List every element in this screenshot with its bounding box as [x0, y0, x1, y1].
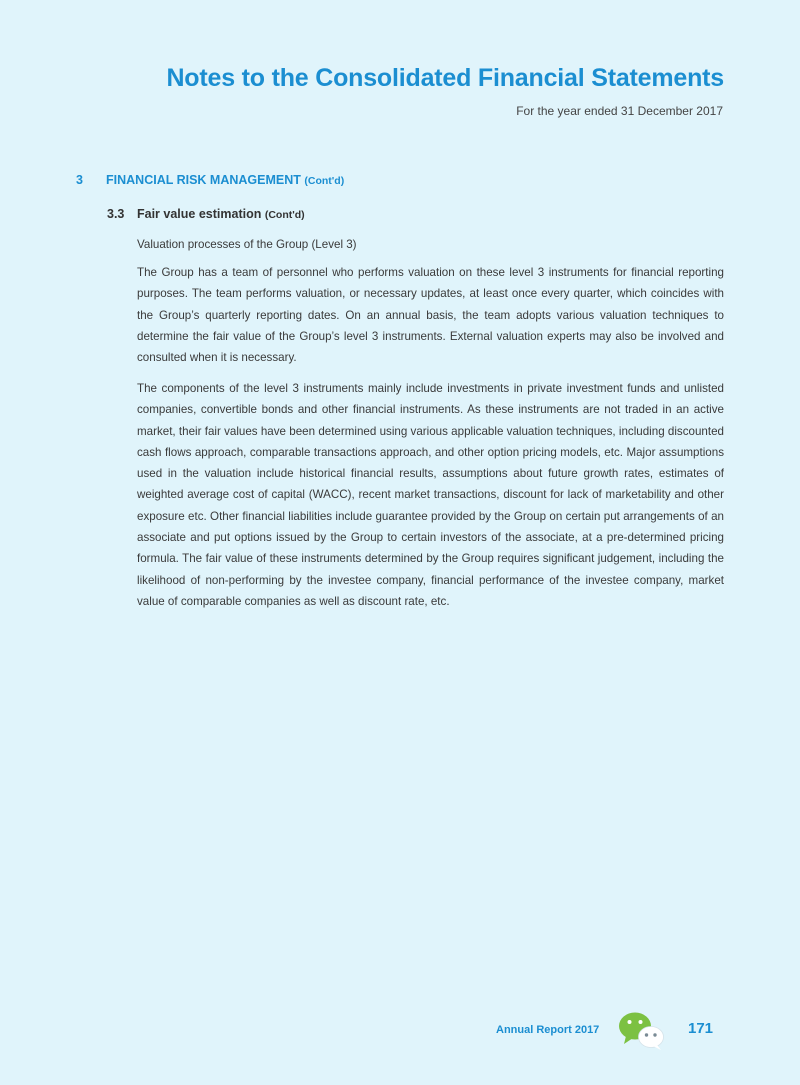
- paragraph: The components of the level 3 instruments mainly include investments in private investment funds and unlisted companies, convertible bonds and other financial instruments. As these instruments are not traded in an active market, their fair values have been determined using various applicable valuation techniques, including discounted cash flows approach, comparable transactions approach, and other option pricing models, etc. Major assumptions used in the valuation include historical financial results, assumptions about future growth rates, estimates of weighted average cost of capital (WACC), recent market transactions, discount for lack of marketability and other exposure etc. Other financial liabilities include guarantee provided by the Group on certain put arrangements of an associate and put options issued by the Group to certain investors of the associate, at a pre-determined pricing formula. The fair value of these instruments determined by the Group requires significant judgement, including the likelihood of non-performing by the investee company, financial performance of the investee company, market value of comparable companies as well as discount rate, etc.: [137, 382, 724, 608]
- subsection-heading: [107, 207, 305, 221]
- caption: Valuation processes of the Group (Level 3): [137, 238, 357, 251]
- subsection-title: Fair value estimation: [137, 207, 262, 221]
- paragraph: The Group has a team of personnel who performs valuation on these level 3 instruments for financial reporting purposes. The team performs valuation, or necessary updates, at least once every quarter, which coincides with the Group’s quarterly reporting dates. On an annual basis, the team adopts various valuation techniques to determine the fair value of the Group’s level 3 instruments. External valuation experts may also be involved and consulted when it is necessary.: [137, 266, 724, 365]
- section-title: FINANCIAL RISK MANAGEMENT: [106, 173, 301, 187]
- wechat-logo-icon: [618, 1011, 666, 1051]
- page-subtitle: For the year ended 31 December 2017: [516, 104, 723, 118]
- subsection-number: 3.3: [107, 207, 125, 221]
- subsection-cont-label: (Cont'd): [264, 209, 305, 221]
- section-number: 3: [76, 173, 83, 187]
- footer-report-label: Annual Report 2017: [496, 1024, 600, 1036]
- page-title: Notes to the Consolidated Financial Statements: [166, 64, 724, 92]
- section-heading: [76, 173, 344, 187]
- page-number: 171: [688, 1020, 714, 1037]
- section-cont-label: (Cont'd): [304, 175, 345, 187]
